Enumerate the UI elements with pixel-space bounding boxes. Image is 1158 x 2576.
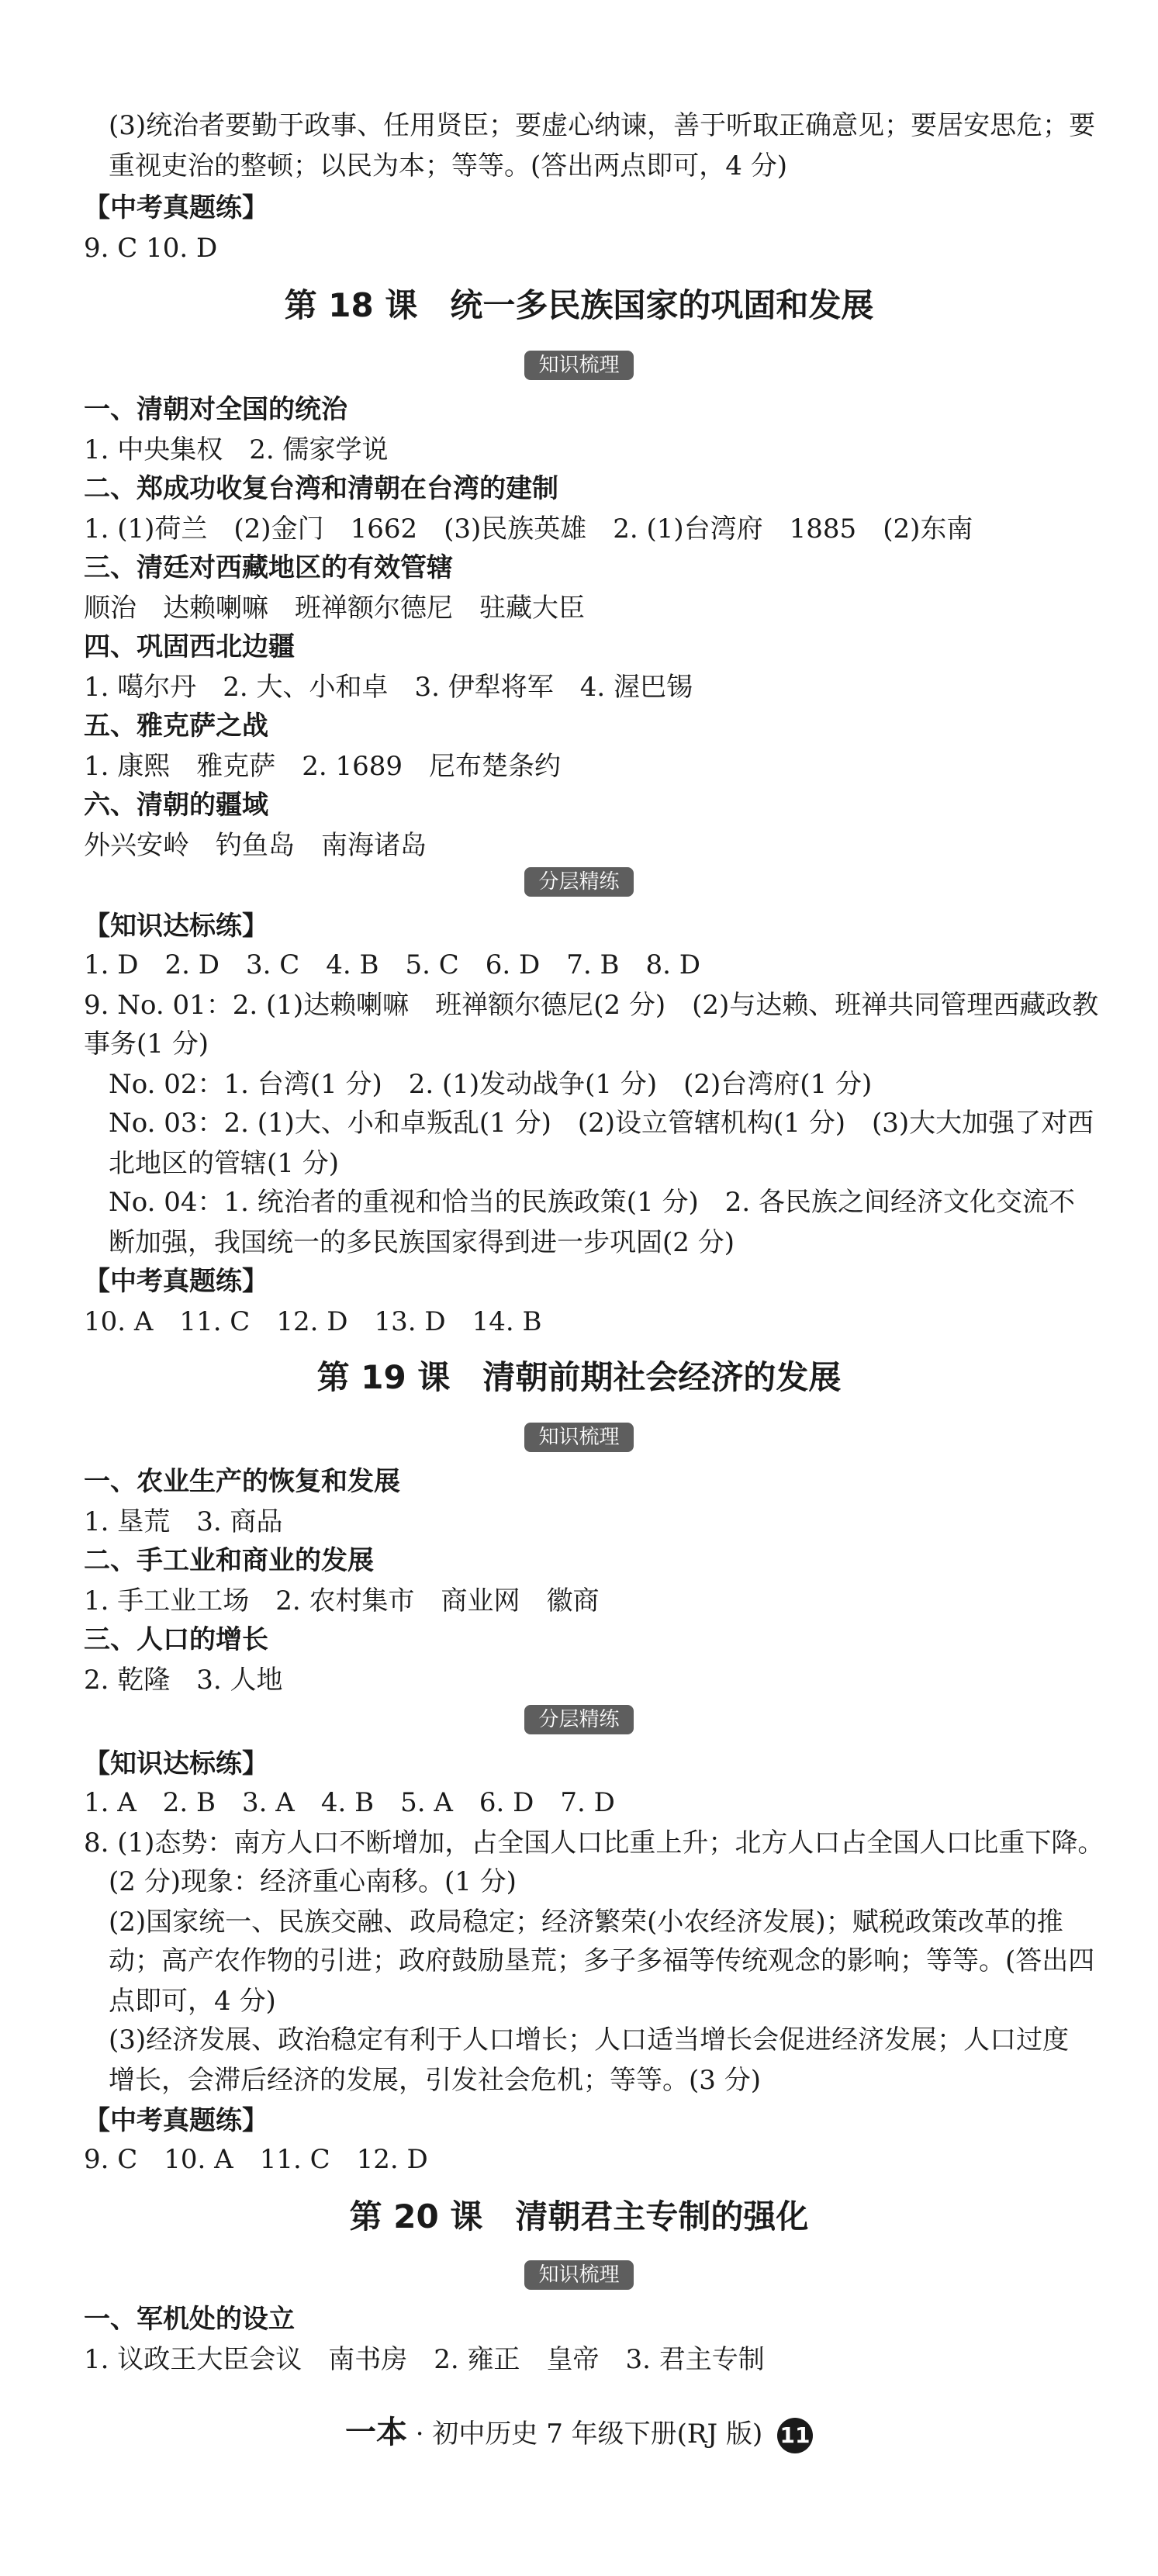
answer-line: 北地区的管辖(1 分): [109, 1148, 339, 1179]
answer-line: 8. (1)态势：南方人口不断增加，占全国人口比重上升；北方人口占全国人口比重下降。: [84, 1827, 1104, 1859]
section-heading: 二、郑成功收复台湾和清朝在台湾的建制: [84, 473, 558, 504]
answer-line: 点即可，4 分): [109, 1986, 276, 2017]
tag-knowledge-review: 知识梳理: [524, 2260, 633, 2290]
answer-line: 10. A 11. C 12. D 13. D 14. B: [84, 1306, 542, 1337]
lesson-19-title: 第 19 课 清朝前期社会经济的发展: [316, 1358, 842, 1396]
answer-line: 1. 议政王大臣会议 南书房 2. 雍正 皇帝 3. 君主专制: [84, 2344, 765, 2375]
book-title: 初中历史 7 年级下册(RJ 版): [432, 2419, 763, 2450]
lesson-20-title: 第 20 课 清朝君主专制的强化: [349, 2197, 809, 2235]
answer-line: (2)国家统一、民族交融、政局稳定；经济繁荣(小农经济发展)；赋税政策改革的推: [109, 1907, 1063, 1938]
answer-line: No. 04：1. 统治者的重视和恰当的民族政策(1 分) 2. 各民族之间经济文化交流不: [109, 1187, 1075, 1218]
tag-layered-practice: 分层精练: [524, 867, 633, 897]
section-heading: 三、人口的增长: [84, 1624, 268, 1655]
section-label: 【中考真题练】: [84, 1266, 268, 1297]
tag-layered-practice: 分层精练: [524, 1705, 633, 1734]
answer-line: No. 03：2. (1)大、小和卓叛乱(1 分) (2)设立管辖机构(1 分) (3)大大加强了对西: [109, 1108, 1094, 1139]
answer-line: 1. 中央集权 2. 儒家学说: [84, 434, 389, 465]
section-label: 【中考真题练】: [84, 192, 268, 223]
answer-line: 1. 噶尔丹 2. 大、小和卓 3. 伊犁将军 4. 渥巴锡: [84, 672, 693, 703]
answer-line: No. 02：1. 台湾(1 分) 2. (1)发动战争(1 分) (2)台湾府(1 分): [109, 1069, 873, 1100]
tag-knowledge-review: 知识梳理: [524, 1423, 633, 1452]
answer-line: 外兴安岭 钓鱼岛 南海诸岛: [84, 830, 427, 861]
section-label: 【中考真题练】: [84, 2105, 268, 2136]
answer-line: 2. 乾隆 3. 人地: [84, 1665, 283, 1696]
answer-line: 1. 手工业工场 2. 农村集市 商业网 徽商: [84, 1585, 600, 1616]
section-label: 【知识达标练】: [84, 911, 268, 942]
answer-line: 1. D 2. D 3. C 4. B 5. C 6. D 7. B 8. D: [84, 949, 701, 980]
answer-line: (3)经济发展、政治稳定有利于人口增长；人口适当增长会促进经济发展；人口过度: [109, 2024, 1070, 2056]
section-heading: 二、手工业和商业的发展: [84, 1545, 374, 1576]
answer-line: 9. C 10. D: [84, 233, 218, 264]
answer-line: 1. (1)荷兰 (2)金门 1662 (3)民族英雄 2. (1)台湾府 1885 (2)东南: [84, 513, 973, 545]
answer-line: (3)统治者要勤于政事、任用贤臣；要虚心纳谏，善于听取正确意见；要居安思危；要: [109, 110, 1096, 141]
answer-line: 9. C 10. A 11. C 12. D: [84, 2144, 428, 2175]
answer-line: 增长，会滞后经济的发展，引发社会危机；等等。(3 分): [109, 2065, 761, 2096]
section-heading: 一、军机处的设立: [84, 2304, 295, 2335]
footer-separator: ·: [415, 2419, 424, 2450]
page-footer: [0, 2414, 1158, 2453]
section-heading: 五、雅克萨之战: [84, 711, 268, 742]
tag-knowledge-review: 知识梳理: [524, 351, 633, 380]
answer-line: 1. A 2. B 3. A 4. B 5. A 6. D 7. D: [84, 1787, 615, 1818]
section-heading: 三、清廷对西藏地区的有效管辖: [84, 552, 453, 583]
section-heading: 一、农业生产的恢复和发展: [84, 1466, 400, 1497]
section-heading: 四、巩固西北边疆: [84, 631, 295, 662]
section-heading: 一、清朝对全国的统治: [84, 394, 347, 425]
page-number: 11: [777, 2418, 813, 2453]
brand-logo: 一本: [344, 2414, 407, 2450]
section-label: 【知识达标练】: [84, 1748, 268, 1779]
section-heading: 六、清朝的疆域: [84, 790, 268, 821]
answer-line: (2 分)现象：经济重心南移。(1 分): [109, 1866, 517, 1897]
lesson-18-title: 第 18 课 统一多民族国家的巩固和发展: [284, 286, 874, 324]
answer-line: 1. 康熙 雅克萨 2. 1689 尼布楚条约: [84, 751, 562, 782]
answer-line: 事务(1 分): [84, 1029, 209, 1060]
answer-line: 9. No. 01：2. (1)达赖喇嘛 班禅额尔德尼(2 分) (2)与达赖、班禅共同管理西藏政教: [84, 990, 1099, 1021]
answer-line: 重视吏治的整顿；以民为本；等等。(答出两点即可，4 分): [109, 150, 787, 182]
answer-line: 动；高产农作物的引进；政府鼓励垦荒；多子多福等传统观念的影响；等等。(答出四: [109, 1945, 1095, 1976]
answer-line: 1. 垦荒 3. 商品: [84, 1506, 283, 1537]
answer-line: 断加强，我国统一的多民族国家得到进一步巩固(2 分): [109, 1227, 735, 1258]
answer-line: 顺治 达赖喇嘛 班禅额尔德尼 驻藏大臣: [84, 593, 585, 624]
